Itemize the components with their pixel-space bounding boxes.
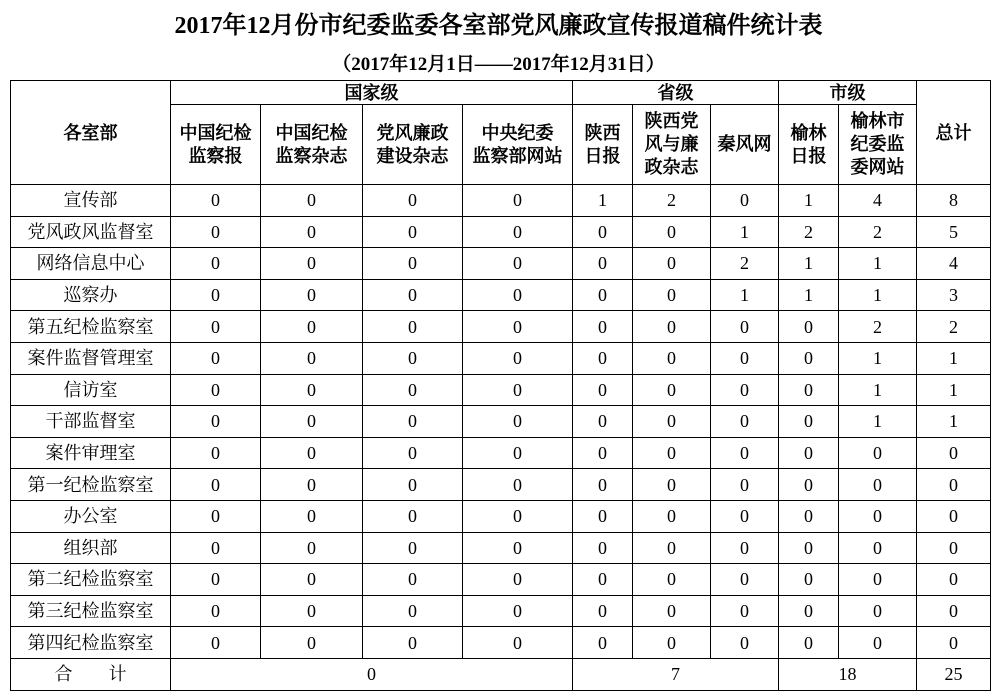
- count-cell: 0: [839, 469, 917, 501]
- count-cell: 0: [463, 595, 573, 627]
- count-cell: 0: [573, 595, 633, 627]
- outlet-header-line: 中国纪检: [275, 122, 348, 143]
- table-row: [11, 279, 991, 311]
- count-cell: 0: [779, 406, 839, 438]
- outlet-header-line: 建设杂志: [376, 145, 449, 166]
- count-cell: 0: [171, 216, 261, 248]
- outlet-header-line: 陕西党: [644, 111, 699, 131]
- count-cell: 0: [363, 342, 463, 374]
- count-cell: 0: [779, 311, 839, 343]
- count-cell: 0: [779, 627, 839, 659]
- count-cell: 0: [261, 627, 363, 659]
- count-cell: 1: [839, 279, 917, 311]
- count-cell: 0: [711, 406, 779, 438]
- outlet-header: [779, 105, 839, 185]
- count-cell: 0: [463, 564, 573, 596]
- outlet-header-line: 中央纪委: [481, 122, 554, 143]
- count-cell: 0: [261, 564, 363, 596]
- table-row: [11, 374, 991, 406]
- department-name: 办公室: [11, 500, 171, 532]
- table-row: [11, 437, 991, 469]
- outlet-header-line: 党风廉政: [376, 122, 449, 143]
- outlet-header: [261, 105, 363, 185]
- outlet-header-line: 监察报: [188, 145, 243, 166]
- count-cell: 0: [779, 564, 839, 596]
- count-cell: 0: [711, 469, 779, 501]
- count-cell: 0: [463, 500, 573, 532]
- row-total-cell: 1: [917, 374, 991, 406]
- count-cell: 0: [633, 500, 711, 532]
- count-cell: 0: [261, 374, 363, 406]
- count-cell: 0: [171, 437, 261, 469]
- table-row: [11, 248, 991, 280]
- count-cell: 0: [463, 185, 573, 217]
- department-header: 各室部: [11, 81, 171, 185]
- count-cell: 0: [171, 248, 261, 280]
- count-cell: 1: [779, 185, 839, 217]
- department-name: 网络信息中心: [11, 248, 171, 280]
- outlet-header: [363, 105, 463, 185]
- department-name: 组织部: [11, 532, 171, 564]
- count-cell: 0: [573, 627, 633, 659]
- statistics-table: [10, 80, 991, 691]
- count-cell: 0: [711, 595, 779, 627]
- count-cell: 2: [839, 311, 917, 343]
- outlet-header-line: 陕西: [584, 122, 621, 143]
- count-cell: 0: [711, 627, 779, 659]
- outlet-header-line: 日报: [790, 145, 827, 166]
- outlet-header-line: 监察部网站: [472, 145, 563, 166]
- count-cell: 0: [633, 216, 711, 248]
- count-cell: 0: [171, 279, 261, 311]
- document-title: 2017年12月份市纪委监委各室部党风廉政宣传报道稿件统计表: [174, 13, 823, 39]
- count-cell: 0: [711, 342, 779, 374]
- row-total-cell: 0: [917, 595, 991, 627]
- count-cell: 0: [633, 248, 711, 280]
- count-cell: 0: [363, 311, 463, 343]
- count-cell: 0: [633, 374, 711, 406]
- count-cell: 0: [573, 564, 633, 596]
- count-cell: 0: [573, 374, 633, 406]
- outlet-header-line: 风与廉: [644, 134, 699, 154]
- count-cell: 2: [839, 216, 917, 248]
- count-cell: 0: [463, 406, 573, 438]
- count-cell: 0: [573, 279, 633, 311]
- row-total-cell: 8: [917, 185, 991, 217]
- count-cell: 0: [261, 311, 363, 343]
- count-cell: 0: [633, 406, 711, 438]
- count-cell: 1: [711, 216, 779, 248]
- count-cell: 0: [261, 437, 363, 469]
- count-cell: 0: [463, 469, 573, 501]
- header-row-levels: [11, 81, 991, 105]
- count-cell: 0: [711, 564, 779, 596]
- count-cell: 0: [573, 311, 633, 343]
- department-name: 案件监督管理室: [11, 342, 171, 374]
- count-cell: 0: [779, 469, 839, 501]
- count-cell: 0: [171, 595, 261, 627]
- total-header: 总计: [917, 81, 991, 185]
- department-name: 第二纪检监察室: [11, 564, 171, 596]
- outlet-header: [839, 105, 917, 185]
- department-name: 巡察办: [11, 279, 171, 311]
- count-cell: 0: [261, 406, 363, 438]
- outlet-header: [573, 105, 633, 185]
- level-group-header: 国家级: [171, 81, 573, 105]
- count-cell: 0: [633, 532, 711, 564]
- count-cell: 0: [839, 627, 917, 659]
- count-cell: 1: [839, 374, 917, 406]
- count-cell: 0: [363, 564, 463, 596]
- row-total-cell: 0: [917, 627, 991, 659]
- count-cell: 0: [839, 437, 917, 469]
- level-group-header: 省级: [573, 81, 779, 105]
- count-cell: 0: [171, 500, 261, 532]
- count-cell: 0: [839, 532, 917, 564]
- department-name: 第五纪检监察室: [11, 311, 171, 343]
- count-cell: 0: [711, 532, 779, 564]
- outlet-header-line: 秦风网: [717, 134, 772, 154]
- table-row: [11, 216, 991, 248]
- count-cell: 1: [839, 248, 917, 280]
- outlet-header: [711, 105, 779, 185]
- count-cell: 0: [171, 342, 261, 374]
- count-cell: 0: [711, 500, 779, 532]
- table-row: [11, 595, 991, 627]
- count-cell: 0: [779, 532, 839, 564]
- count-cell: 0: [363, 437, 463, 469]
- outlet-header-line: 榆林: [790, 122, 827, 143]
- department-name: 党风政风监督室: [11, 216, 171, 248]
- count-cell: 0: [839, 595, 917, 627]
- count-cell: 0: [171, 311, 261, 343]
- count-cell: 0: [261, 279, 363, 311]
- count-cell: 0: [363, 469, 463, 501]
- count-cell: 0: [711, 311, 779, 343]
- department-name: 第四纪检监察室: [11, 627, 171, 659]
- row-total-cell: 0: [917, 532, 991, 564]
- department-name: 信访室: [11, 374, 171, 406]
- row-total-cell: 1: [917, 342, 991, 374]
- count-cell: 0: [779, 500, 839, 532]
- count-cell: 0: [363, 627, 463, 659]
- outlet-header-line: 委网站: [850, 157, 905, 177]
- table-row: [11, 469, 991, 501]
- level-total-cell: 18: [779, 658, 917, 690]
- row-total-cell: 3: [917, 279, 991, 311]
- outlet-header-line: 政杂志: [644, 157, 699, 177]
- level-total-cell: 0: [171, 658, 573, 690]
- count-cell: 0: [711, 185, 779, 217]
- count-cell: 0: [633, 279, 711, 311]
- count-cell: 0: [171, 532, 261, 564]
- count-cell: 0: [711, 437, 779, 469]
- count-cell: 0: [633, 469, 711, 501]
- outlet-header: [633, 105, 711, 185]
- count-cell: 0: [463, 311, 573, 343]
- count-cell: 1: [839, 342, 917, 374]
- count-cell: 0: [363, 248, 463, 280]
- count-cell: 0: [261, 595, 363, 627]
- count-cell: 0: [711, 374, 779, 406]
- count-cell: 0: [573, 342, 633, 374]
- count-cell: 0: [463, 374, 573, 406]
- outlet-header-line: 监察杂志: [275, 145, 348, 166]
- count-cell: 1: [711, 279, 779, 311]
- count-cell: 0: [463, 279, 573, 311]
- table-row: [11, 627, 991, 659]
- count-cell: 4: [839, 185, 917, 217]
- count-cell: 0: [261, 500, 363, 532]
- grand-total-cell: 25: [917, 658, 991, 690]
- count-cell: 0: [261, 469, 363, 501]
- count-cell: 0: [171, 627, 261, 659]
- grand-total-row: [11, 658, 991, 690]
- count-cell: 0: [171, 564, 261, 596]
- count-cell: 0: [261, 532, 363, 564]
- count-cell: 0: [463, 248, 573, 280]
- count-cell: 0: [633, 437, 711, 469]
- count-cell: 0: [463, 216, 573, 248]
- count-cell: 0: [363, 532, 463, 564]
- count-cell: 0: [633, 564, 711, 596]
- count-cell: 1: [573, 185, 633, 217]
- row-total-cell: 0: [917, 437, 991, 469]
- count-cell: 0: [363, 500, 463, 532]
- count-cell: 0: [839, 500, 917, 532]
- count-cell: 0: [633, 342, 711, 374]
- count-cell: 0: [779, 437, 839, 469]
- count-cell: 2: [711, 248, 779, 280]
- count-cell: 0: [573, 532, 633, 564]
- count-cell: 0: [573, 216, 633, 248]
- row-total-cell: 0: [917, 564, 991, 596]
- table-row: [11, 500, 991, 532]
- department-name: 第一纪检监察室: [11, 469, 171, 501]
- row-total-cell: 0: [917, 500, 991, 532]
- outlet-header-line: 中国纪检: [179, 122, 252, 143]
- count-cell: 0: [633, 627, 711, 659]
- count-cell: 0: [839, 564, 917, 596]
- department-name: 第三纪检监察室: [11, 595, 171, 627]
- count-cell: 1: [779, 279, 839, 311]
- count-cell: 1: [839, 406, 917, 438]
- count-cell: 0: [573, 406, 633, 438]
- count-cell: 1: [779, 248, 839, 280]
- count-cell: 0: [261, 216, 363, 248]
- count-cell: 0: [573, 437, 633, 469]
- count-cell: 2: [779, 216, 839, 248]
- level-total-cell: 7: [573, 658, 779, 690]
- table-row: [11, 342, 991, 374]
- summary-label: 合 计: [11, 658, 171, 690]
- row-total-cell: 2: [917, 311, 991, 343]
- count-cell: 0: [171, 185, 261, 217]
- count-cell: 0: [261, 342, 363, 374]
- outlet-header: [463, 105, 573, 185]
- outlet-header-line: 日报: [584, 145, 621, 166]
- level-group-header: 市级: [779, 81, 917, 105]
- table-row: [11, 564, 991, 596]
- count-cell: 2: [633, 185, 711, 217]
- count-cell: 0: [463, 627, 573, 659]
- count-cell: 0: [363, 595, 463, 627]
- table-row: [11, 532, 991, 564]
- count-cell: 0: [363, 406, 463, 438]
- count-cell: 0: [171, 406, 261, 438]
- department-name: 宣传部: [11, 185, 171, 217]
- count-cell: 0: [261, 248, 363, 280]
- row-total-cell: 1: [917, 406, 991, 438]
- count-cell: 0: [779, 374, 839, 406]
- count-cell: 0: [363, 216, 463, 248]
- table-body: [11, 185, 991, 691]
- row-total-cell: 4: [917, 248, 991, 280]
- count-cell: 0: [779, 342, 839, 374]
- count-cell: 0: [573, 469, 633, 501]
- count-cell: 0: [633, 595, 711, 627]
- count-cell: 0: [463, 437, 573, 469]
- row-total-cell: 0: [917, 469, 991, 501]
- count-cell: 0: [573, 248, 633, 280]
- table-row: [11, 311, 991, 343]
- count-cell: 0: [633, 311, 711, 343]
- outlet-header-line: 榆林市: [850, 111, 905, 131]
- count-cell: 0: [779, 595, 839, 627]
- count-cell: 0: [363, 374, 463, 406]
- outlet-header-line: 纪委监: [850, 134, 905, 154]
- date-range-subtitle: （2017年12月1日——2017年12月31日）: [332, 54, 665, 75]
- table-row: [11, 406, 991, 438]
- count-cell: 0: [171, 469, 261, 501]
- department-name: 干部监督室: [11, 406, 171, 438]
- count-cell: 0: [261, 185, 363, 217]
- count-cell: 0: [363, 279, 463, 311]
- department-name: 案件审理室: [11, 437, 171, 469]
- count-cell: 0: [573, 500, 633, 532]
- table-header: [11, 81, 991, 185]
- count-cell: 0: [363, 185, 463, 217]
- table-row: [11, 185, 991, 217]
- count-cell: 0: [171, 374, 261, 406]
- row-total-cell: 5: [917, 216, 991, 248]
- count-cell: 0: [463, 342, 573, 374]
- outlet-header: [171, 105, 261, 185]
- count-cell: 0: [463, 532, 573, 564]
